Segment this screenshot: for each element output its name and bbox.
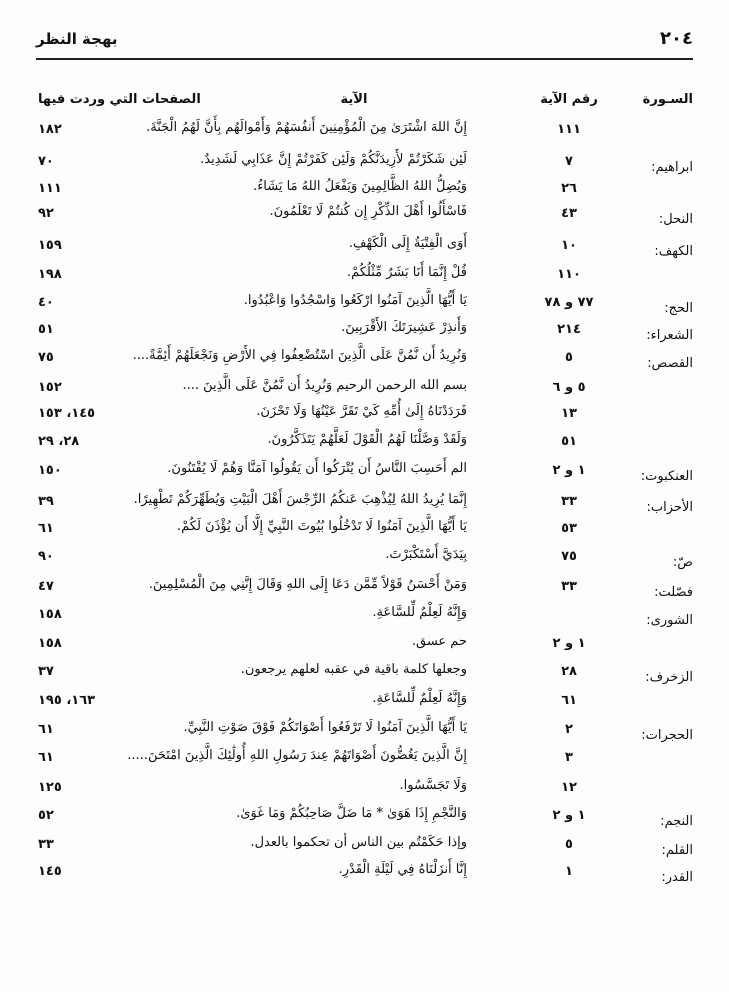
surah-name: القصص: xyxy=(647,356,693,371)
table-row xyxy=(0,691,729,721)
table-row xyxy=(0,265,729,295)
verse-text: إِنَّمَا يُرِيدُ اللهُ لِيُذْهِبَ عَنكُمُ الرِّجْسَ أَهْلَ الْبَيْتِ وَيُطَهِّرَكُمْ تَطْهِيرًا. xyxy=(133,492,467,507)
ayah-number: ٢١٤ xyxy=(557,322,581,337)
page-references: ٣٧ xyxy=(38,664,54,679)
table-row xyxy=(0,320,729,350)
table-row xyxy=(0,605,729,635)
table-row xyxy=(0,432,729,462)
surah-name: العنكبوت: xyxy=(640,469,693,484)
verse-text: وجعلها كلمة باقية في عقبه لعلهم يرجعون. xyxy=(240,662,467,677)
page-references: ٦١ xyxy=(38,521,54,536)
table-row xyxy=(0,862,729,892)
verse-text: وَيُضِلُّ اللهُ الظَّالِمِينَ وَيَفْعَلُ اللهُ مَا يَشَاءُ. xyxy=(253,179,467,194)
column-header-surah: السـورة xyxy=(642,92,693,107)
table-row xyxy=(0,120,729,150)
verse-text: وَلَا تَجَسَّسُوا. xyxy=(399,778,467,793)
table-row xyxy=(0,492,729,522)
surah-name: الشعراء: xyxy=(646,328,693,343)
verse-text: فَرَدَدْنَاهُ إِلَىٰ أُمِّهِ كَيْ تَقَرَّ عَيْنُهَا وَلَا تَحْزَنَ. xyxy=(256,404,467,419)
page-references: ٧٠ xyxy=(38,154,54,169)
ayah-number: ٢٨ xyxy=(561,664,577,679)
ayah-number: ٥ xyxy=(565,837,573,852)
page-references: ٥١ xyxy=(38,322,54,337)
page-references: ١٥٠ xyxy=(38,463,62,478)
table-row xyxy=(0,662,729,692)
ayah-number: ٤٣ xyxy=(561,206,577,221)
verse-text: بسم الله الرحمن الرحيم وَنُرِيدُ أَن نَّمُنَّ عَلَى الَّذِينَ .... xyxy=(182,378,467,393)
page-references: ١٢٥ xyxy=(38,780,62,795)
ayah-number: ٢ xyxy=(565,722,573,737)
ayah-number: ٣ xyxy=(565,750,573,765)
page-references: ٢٨، ٢٩ xyxy=(38,434,80,449)
surah-name: الكهف: xyxy=(654,244,693,259)
surah-name: الزخرف: xyxy=(645,670,693,685)
page-references: ٧٥ xyxy=(38,350,54,365)
verse-text: قُلْ إِنَّمَا أَنَا بَشَرٌ مِّثْلُكُمْ. xyxy=(346,265,467,280)
table-row xyxy=(0,236,729,266)
verse-text: إِنَّ الَّذِينَ يَغُضُّونَ أَصْوَاتَهُمْ عِندَ رَسُولِ اللهِ أُولَٰئِكَ الَّذِينَ امْتَحَنَ..... xyxy=(127,748,467,763)
page-references: ٦١ xyxy=(38,750,54,765)
page-references: ٣٣ xyxy=(38,837,54,852)
ayah-number: ٣٣ xyxy=(561,494,577,509)
verse-text: لَئِن شَكَرْتُمْ لأَزِيدَنَّكُمْ وَلَئِن كَفَرْتُمْ إِنَّ عَذَابِي لَشَدِيدٌ. xyxy=(200,152,467,167)
verse-text: يَا أَيُّهَا الَّذِينَ آمَنُوا ارْكَعُوا وَاسْجُدُوا وَاعْبُدُوا. xyxy=(243,293,467,308)
table-row xyxy=(0,461,729,491)
page-references: ١٤٥ xyxy=(38,864,62,879)
table-row xyxy=(0,634,729,664)
ayah-number: ٥١ xyxy=(561,434,577,449)
ayah-number: ١٢ xyxy=(561,780,577,795)
verse-text: بِيَدَيَّ أَسْتَكْبَرْتَ. xyxy=(385,547,467,562)
ayah-number: ١٣ xyxy=(561,406,577,421)
verse-text: وَإِنَّهُ لَعِلْمٌ لِّلسَّاعَةِ. xyxy=(372,605,467,620)
page-references: ١٥٨ xyxy=(38,607,62,622)
table-row xyxy=(0,404,729,434)
ayah-number: ١ و ٢ xyxy=(552,636,586,651)
column-header-pages: الصفحات التي وردت فيها xyxy=(38,92,201,107)
page-references: ١٥٢ xyxy=(38,380,62,395)
page-references: ١٤٥، ١٥٣ xyxy=(38,406,96,421)
verse-text: وَأَنذِرْ عَشِيرَتَكَ الأَقْرَبِينَ. xyxy=(341,320,467,335)
table-row xyxy=(0,293,729,323)
ayah-number: ٣٣ xyxy=(561,579,577,594)
ayah-number: ١٠ xyxy=(561,238,577,253)
page-number: ٢٠٤ xyxy=(660,28,693,49)
ayah-number: ٧٥ xyxy=(561,549,577,564)
surah-name: الشورى: xyxy=(646,613,693,628)
verse-text: إِنَّا أَنزَلْنَاهُ فِي لَيْلَةِ الْقَدْرِ. xyxy=(338,862,467,877)
surah-name: الحج: xyxy=(664,301,693,316)
page-references: ٩٢ xyxy=(38,206,54,221)
page-references: ٥٢ xyxy=(38,808,54,823)
page-references: ٤٧ xyxy=(38,579,54,594)
ayah-number: ٧ xyxy=(565,154,573,169)
table-row xyxy=(0,806,729,836)
verse-text: وَنُرِيدُ أَن نَّمُنَّ عَلَى الَّذِينَ اسْتُضْعِفُوا فِي الأَرْضِ وَنَجْعَلَهُمْ أَئِمَّةً.... xyxy=(132,348,467,363)
ayah-number: ١١٠ xyxy=(557,267,581,282)
verse-text: الم أَحَسِبَ النَّاسُ أَن يُتْرَكُوا أَن يَقُولُوا آمَنَّا وَهُمْ لَا يُفْتَنُونَ. xyxy=(167,461,467,476)
page-references: ١١١ xyxy=(38,181,62,196)
table-row xyxy=(0,547,729,577)
verse-text: حم عسق. xyxy=(411,634,467,649)
ayah-number: ٧٧ و ٧٨ xyxy=(544,295,594,310)
surah-name: الأحزاب: xyxy=(646,500,693,515)
page-references: ١٥٨ xyxy=(38,636,62,651)
column-header-ayah-number: رقم الآية xyxy=(540,92,598,107)
verse-text: أَوَى الْفِتْيَةُ إِلَى الْكَهْفِ. xyxy=(348,236,467,251)
verse-text: وَلَقَدْ وَصَّلْنَا لَهُمُ الْقَوْلَ لَعَلَّهُمْ يَتَذَكَّرُونَ. xyxy=(267,432,467,447)
ayah-number: ٦١ xyxy=(561,693,577,708)
verse-text: وَالنَّجْمِ إِذَا هَوَىٰ * مَا ضَلَّ صَاحِبُكُمْ وَمَا غَوَىٰ. xyxy=(236,806,467,821)
page-references: ١٥٩ xyxy=(38,238,62,253)
surah-name: فصّلت: xyxy=(654,585,693,600)
ayah-number: ١ و ٢ xyxy=(552,463,586,478)
table-row xyxy=(0,720,729,750)
surah-name: صّ: xyxy=(672,555,693,570)
verse-text: إِنَّ اللهَ اشْتَرَىٰ مِنَ الْمُؤْمِنِينَ أَنفُسَهُمْ وَأَمْوالَهُم بِأَنَّ لَهُمُ الْجَنَّةَ. xyxy=(146,120,467,135)
table-row xyxy=(0,152,729,182)
page-references: ٩٠ xyxy=(38,549,54,564)
table-row xyxy=(0,577,729,607)
verse-text: يَا أَيُّهَا الَّذِينَ آمَنُوا لَا تَرْفَعُوا أَصْوَاتَكُمْ فَوْقَ صَوْتِ النَّبِيِّ. xyxy=(183,720,467,735)
page-references: ٤٠ xyxy=(38,295,54,310)
ayah-number: ٢٦ xyxy=(561,181,577,196)
table-row xyxy=(0,204,729,234)
table-row xyxy=(0,348,729,378)
verse-text: وَإِنَّهُ لَعِلْمٌ لِّلسَّاعَةِ. xyxy=(372,691,467,706)
column-header-verse: الآية xyxy=(340,92,368,107)
page-references: ٣٩ xyxy=(38,494,54,509)
ayah-number: ١١١ xyxy=(557,122,581,137)
ayah-number: ٥٣ xyxy=(561,521,577,536)
ayah-number: ٥ xyxy=(565,350,573,365)
surah-name: النحل: xyxy=(658,212,693,227)
page-references: ١٦٣، ١٩٥ xyxy=(38,693,96,708)
page-references: ٦١ xyxy=(38,722,54,737)
table-row xyxy=(0,748,729,778)
page-references: ١٨٢ xyxy=(38,122,62,137)
surah-name: الحجرات: xyxy=(641,728,693,743)
ayah-number: ١ و ٢ xyxy=(552,808,586,823)
verse-text: فَاسْأَلُوا أَهْلَ الذِّكْرِ إِن كُنتُمْ لَا تَعْلَمُونَ. xyxy=(269,204,467,219)
verse-text: يَا أَيُّهَا الَّذِينَ آمَنُوا لَا تَدْخُلُوا بُيُوتَ النَّبِيِّ إِلَّا أَن يُؤْذَنَ لَكُمْ. xyxy=(176,519,467,534)
table-row xyxy=(0,835,729,865)
page-references: ١٩٨ xyxy=(38,267,62,282)
table-row xyxy=(0,519,729,549)
ayah-number: ١ xyxy=(565,864,573,879)
verse-text: وإذا حَكَمْتُم بين الناس أن تحكموا بالعدل. xyxy=(250,835,467,850)
surah-name: النجم: xyxy=(660,814,693,829)
surah-name: ابراهيم: xyxy=(651,160,693,175)
surah-name: القدر: xyxy=(661,870,693,885)
table-row xyxy=(0,778,729,808)
ayah-number: ٥ و ٦ xyxy=(552,380,586,395)
verse-text: وَمَنْ أَحْسَنُ قَوْلاً مِّمَّن دَعَا إِلَى اللهِ وَقَالَ إِنَّنِي مِنَ الْمُسْلِمِينَ. xyxy=(148,577,467,592)
surah-name: القلم: xyxy=(661,843,693,858)
running-title: بهجة النظر xyxy=(36,30,118,48)
